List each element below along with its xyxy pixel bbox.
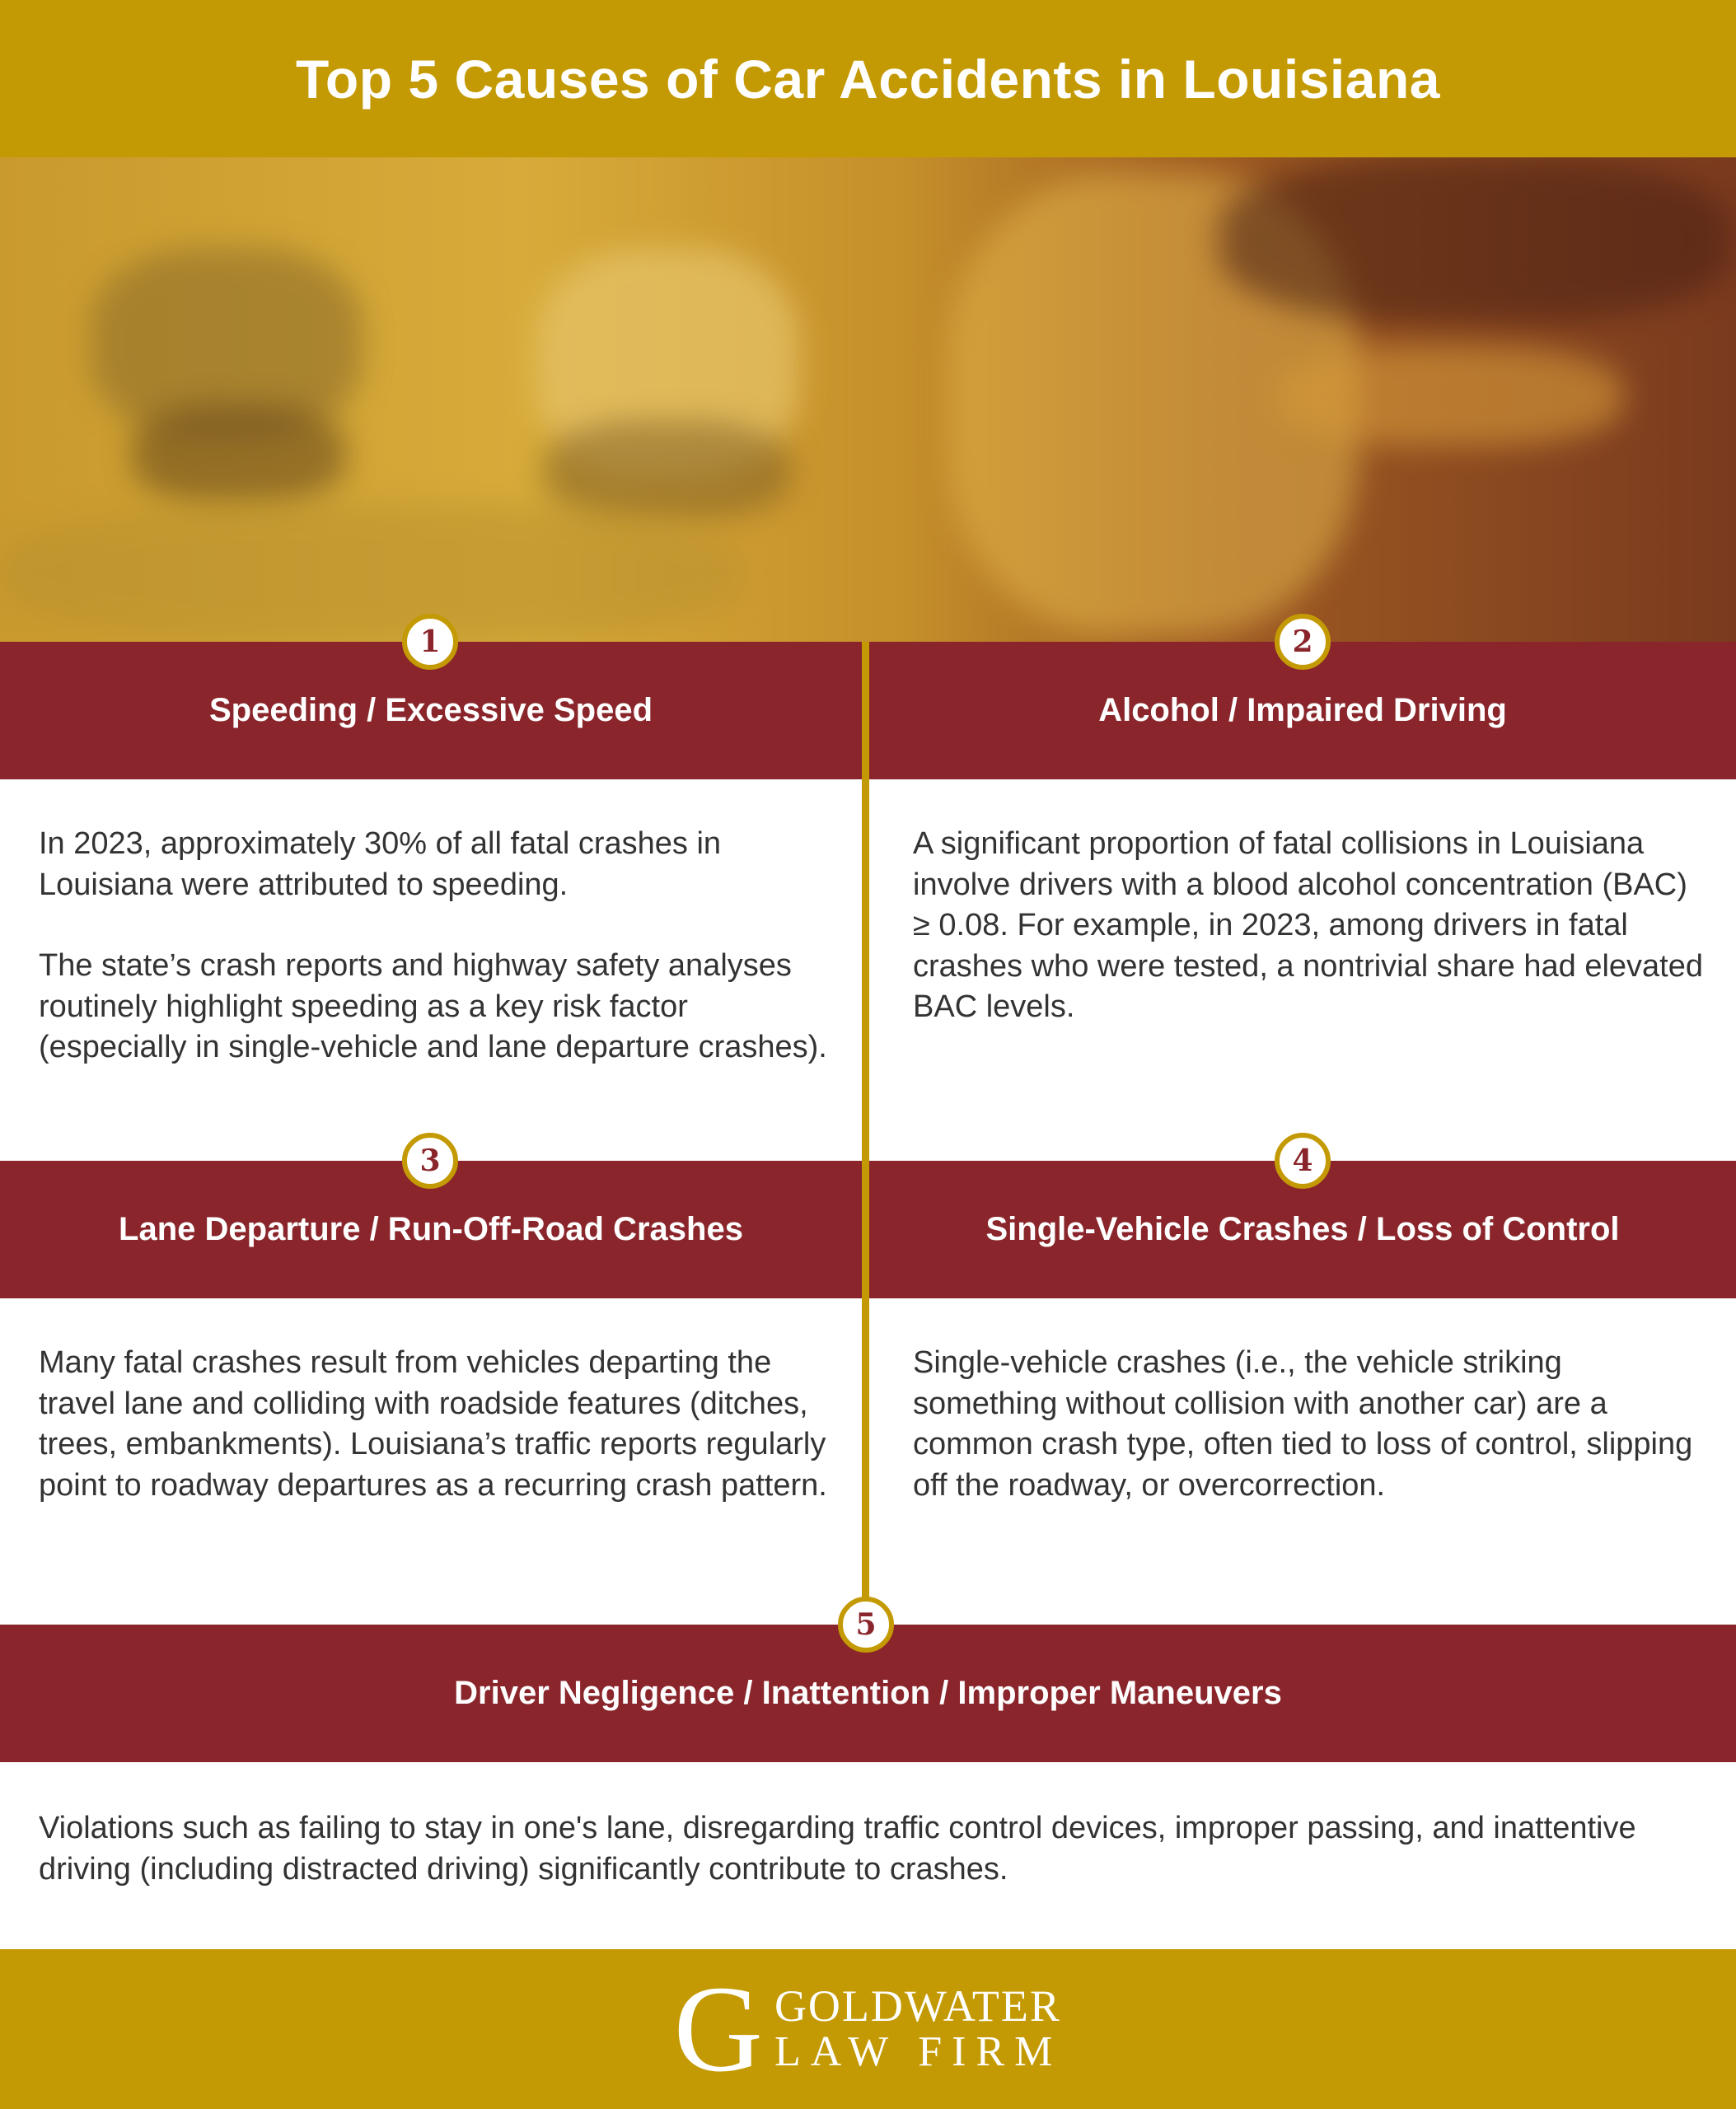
- header-banner: [0, 0, 1736, 157]
- cause-2-heading: Alcohol / Impaired Driving: [1098, 692, 1507, 728]
- cause-3-description: Many fatal crashes result from vehicles departing the travel lane and colliding with roadside features (ditches, trees, embankments). Louisiana’s traffic reports regularly point to roadway departures as a recurring crash pattern.: [39, 1345, 827, 1503]
- cause-3-number-badge: 3: [402, 1133, 458, 1189]
- page-title: Top 5 Causes of Car Accidents in Louisiana: [296, 48, 1440, 110]
- cause-3-heading: Lane Departure / Run-Off-Road Crashes: [119, 1211, 743, 1247]
- logo-line-2: LAW FIRM: [774, 2028, 1063, 2075]
- hero-photo-car-accident: [0, 157, 1736, 642]
- logo-g-column-icon: G: [673, 1961, 763, 2097]
- timeline-divider: [862, 642, 869, 1625]
- goldwater-law-firm-logo: [673, 1961, 1063, 2097]
- cause-5-number-badge: 5: [838, 1597, 894, 1653]
- cause-4-heading: Single-Vehicle Crashes / Loss of Control: [985, 1211, 1620, 1247]
- cause-1-heading: Speeding / Excessive Speed: [208, 692, 653, 728]
- cause-5-description: Violations such as failing to stay in one's lane, disregarding traffic control devices, improper passing, and inattentive driving (including distracted driving) significantly contribute to crashes.: [39, 1811, 1636, 1887]
- cause-1-number-badge: 1: [402, 614, 458, 670]
- footer-banner: [0, 1949, 1736, 2109]
- cause-4-number-badge: 4: [1275, 1133, 1331, 1189]
- cause-4-description: Single-vehicle crashes (i.e., the vehicle striking something without collision with another car) are a common crash type, often tied to loss of control, slipping off the roadway, or overcorrection.: [913, 1345, 1693, 1503]
- logo-line-1: GOLDWATER: [774, 1981, 1061, 2031]
- cause-2-description: A significant proportion of fatal collisions in Louisiana involve drivers with a blood alcohol concentration (BAC) ≥ 0.08. For example, in 2023, among drivers in fatal crashes who were tested, a nontrivial share had elevated BAC levels.: [913, 826, 1703, 1024]
- cause-1-description: In 2023, approximately 30% of all fatal crashes in Louisiana were attributed to speeding. The state’s crash reports and highway safety analyses routinely highlight speeding as a key risk factor (especially in single-vehicle and lane departure crashes).: [39, 826, 827, 1064]
- cause-5-heading: Driver Negligence / Inattention / Improper Maneuvers: [454, 1675, 1282, 1711]
- cause-2-number-badge: 2: [1275, 614, 1331, 670]
